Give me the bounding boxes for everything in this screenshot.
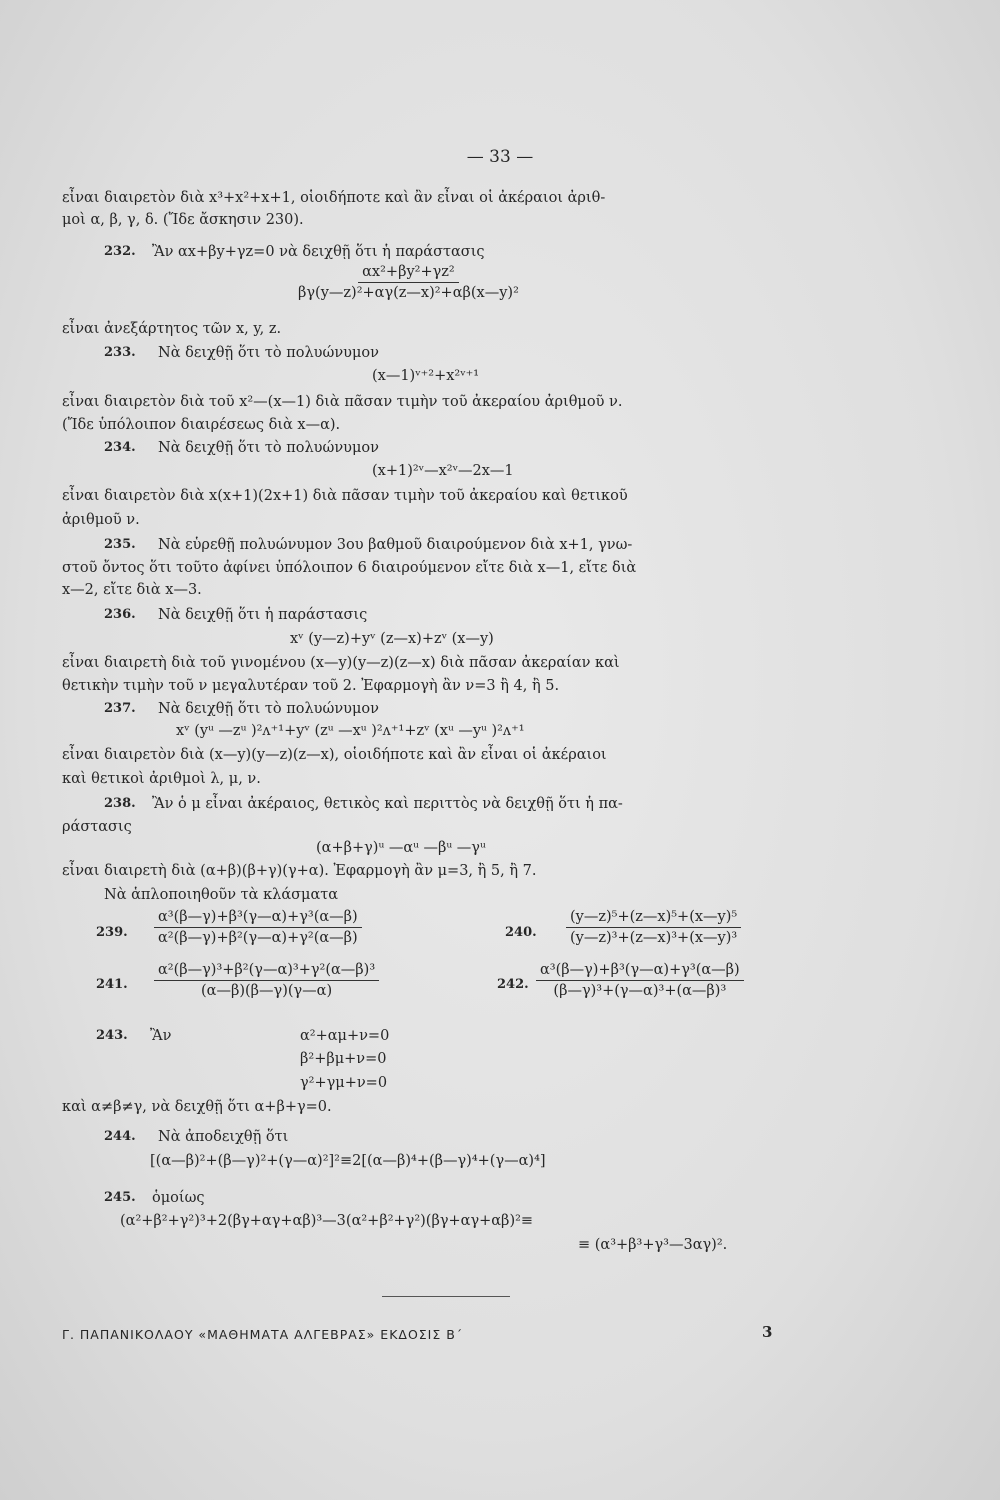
exercise-number: 235. bbox=[104, 537, 136, 552]
text-line: Ἂν αx+βy+γz=0 νὰ δειχθῇ ὅτι ἡ παράστασις bbox=[152, 244, 485, 260]
text-line: Νὰ δειχθῇ ὅτι τὸ πολυώνυμον bbox=[158, 345, 379, 361]
text-line: ἀριθμοῦ ν. bbox=[62, 512, 140, 528]
formula: (x+1)²ᵛ—x²ᵛ—2x—1 bbox=[372, 463, 514, 479]
formula: (α²+β²+γ²)³+2(βγ+αγ+αβ)³—3(α²+β²+γ²)(βγ+αγ+αβ)²≡ bbox=[120, 1213, 534, 1229]
text-line: (Ἴδε ὑπόλοιπον διαιρέσεως διὰ x—α). bbox=[62, 417, 341, 433]
text-line: εἶναι διαιρετὸν διὰ x(x+1)(2x+1) διὰ πᾶσαν τιμὴν τοῦ ἀκεραίου καὶ θετικοῦ bbox=[62, 488, 628, 504]
fraction-numerator: α²(β—γ)³+β²(γ—α)³+γ²(α—β)³ bbox=[154, 962, 379, 981]
fraction-denominator: βγ(y—z)²+αγ(z—x)²+αβ(x—y)² bbox=[298, 285, 519, 301]
formula: xᵛ (yᵘ —zᵘ )²ᴧ⁺¹+yᵛ (zᵘ —xᵘ )²ᴧ⁺¹+zᵛ (xᵘ —yᵘ )²ᴧ⁺¹ bbox=[176, 723, 525, 739]
exercise-number: 244. bbox=[104, 1129, 136, 1144]
exercise-number: 232. bbox=[104, 244, 136, 259]
exercise-number: 234. bbox=[104, 440, 136, 455]
formula: (α+β+γ)ᵘ —αᵘ —βᵘ —γᵘ bbox=[316, 840, 486, 856]
fraction-242 bbox=[536, 962, 744, 999]
text-line: μοὶ α, β, γ, δ. (Ἴδε ἄσκησιν 230). bbox=[62, 212, 304, 228]
text-line: ράστασις bbox=[62, 819, 132, 835]
exercise-number: 236. bbox=[104, 607, 136, 622]
exercise-number: 237. bbox=[104, 701, 136, 716]
exercise-number: 233. bbox=[104, 345, 136, 360]
text-line: εἶναι ἀνεξάρτητος τῶν x, y, z. bbox=[62, 321, 282, 337]
exercise-number: 243. bbox=[96, 1028, 128, 1043]
text-line: εἶναι διαιρετὸν διὰ τοῦ x²—(x—1) διὰ πᾶσαν τιμὴν τοῦ ἀκεραίου ἀριθμοῦ ν. bbox=[62, 394, 623, 410]
fraction-denominator: (β—γ)³+(γ—α)³+(α—β)³ bbox=[553, 983, 727, 999]
fraction-239 bbox=[154, 909, 362, 946]
fraction-numerator: αx²+βy²+γz² bbox=[358, 264, 459, 283]
text-line: θετικὴν τιμὴν τοῦ ν μεγαλυτέραν τοῦ 2. Ἐφαρμογὴ ἂν ν=3 ἢ 4, ἢ 5. bbox=[62, 678, 560, 694]
text-line: Νὰ ἁπλοποιηθοῦν τὰ κλάσματα bbox=[104, 887, 339, 903]
exercise-number: 241. bbox=[96, 977, 128, 992]
text-line: στοῦ ὄντος ὅτι τοῦτο ἀφίνει ὑπόλοιπον 6 διαιρούμενον εἴτε διὰ x—1, εἴτε διὰ bbox=[62, 560, 637, 576]
text-line: Νὰ ἀποδειχθῇ ὅτι bbox=[158, 1129, 289, 1145]
book-footer: Γ. ΠΑΠΑΝΙΚΟΛΑΟΥ «ΜΑΘΗΜΑΤΑ ΑΛΓΕΒΡΑΣ» ΕΚΔΟΣΙΣ Β΄ bbox=[62, 1327, 464, 1342]
fraction-denominator: (α—β)(β—γ)(γ—α) bbox=[201, 983, 333, 999]
exercise-number: 238. bbox=[104, 796, 136, 811]
formula: [(α—β)²+(β—γ)²+(γ—α)²]²≡2[(α—β)⁴+(β—γ)⁴+(γ—α)⁴] bbox=[150, 1153, 546, 1169]
text-line: καὶ α≠β≠γ, νὰ δειχθῇ ὅτι α+β+γ=0. bbox=[62, 1099, 332, 1115]
fraction-232 bbox=[294, 264, 523, 301]
page-number: — 33 — bbox=[466, 147, 534, 167]
text-line: x—2, εἴτε διὰ x—3. bbox=[62, 582, 202, 598]
exercise-number: 240. bbox=[505, 925, 537, 940]
text-line: Ἂν ὁ μ εἶναι ἀκέραιος, θετικὸς καὶ περιττὸς νὰ δειχθῇ ὅτι ἡ πα- bbox=[152, 796, 623, 812]
text-line: Νὰ δειχθῇ ὅτι τὸ πολυώνυμον bbox=[158, 440, 379, 456]
fraction-numerator: α³(β—γ)+β³(γ—α)+γ³(α—β) bbox=[536, 962, 744, 981]
text-line: Νὰ δειχθῇ ὅτι ἡ παράστασις bbox=[158, 607, 368, 623]
formula: γ²+γμ+ν=0 bbox=[300, 1075, 388, 1091]
text-line: καὶ θετικοὶ ἀριθμοὶ λ, μ, ν. bbox=[62, 771, 261, 787]
formula: ≡ (α³+β³+γ³—3αγ)². bbox=[578, 1237, 728, 1253]
exercise-number: 245. bbox=[104, 1190, 136, 1205]
fraction-denominator: α²(β—γ)+β²(γ—α)+γ²(α—β) bbox=[158, 930, 358, 946]
text-line: ὁμοίως bbox=[152, 1190, 205, 1206]
text-line: Νὰ εὑρεθῇ πολυώνυμον 3ου βαθμοῦ διαιρούμενον διὰ x+1, γνω- bbox=[158, 537, 633, 553]
text-line: Νὰ δειχθῇ ὅτι τὸ πολυώνυμον bbox=[158, 701, 379, 717]
text-line: εἶναι διαιρετὴ διὰ τοῦ γινομένου (x—y)(y—z)(z—x) διὰ πᾶσαν ἀκεραίαν καὶ bbox=[62, 655, 620, 671]
fraction-240 bbox=[566, 909, 741, 946]
text-line: εἶναι διαιρετὸν διὰ x³+x²+x+1, οἱοιδήποτε καὶ ἂν εἶναι οἱ ἀκέραιοι ἀριθ- bbox=[62, 190, 606, 206]
formula: xᵛ (y—z)+yᵛ (z—x)+zᵛ (x—y) bbox=[290, 631, 494, 647]
exercise-number: 242. bbox=[497, 977, 529, 992]
fraction-numerator: α³(β—γ)+β³(γ—α)+γ³(α—β) bbox=[154, 909, 362, 928]
formula: (x—1)ᵛ⁺²+x²ᵛ⁺¹ bbox=[372, 368, 480, 384]
formula: α²+αμ+ν=0 bbox=[300, 1028, 390, 1044]
divider bbox=[382, 1296, 510, 1297]
text-line: Ἂν bbox=[150, 1028, 172, 1044]
fraction-numerator: (y—z)⁵+(z—x)⁵+(x—y)⁵ bbox=[566, 909, 741, 928]
fraction-denominator: (y—z)³+(z—x)³+(x—y)³ bbox=[570, 930, 738, 946]
exercise-number: 239. bbox=[96, 925, 128, 940]
text-line: εἶναι διαιρετὸν διὰ (x—y)(y—z)(z—x), οἱοιδήποτε καὶ ἂν εἶναι οἱ ἀκέραιοι bbox=[62, 747, 607, 763]
sheet-number: 3 bbox=[762, 1323, 773, 1341]
text-line: εἶναι διαιρετὴ διὰ (α+β)(β+γ)(γ+α). Ἐφαρμογὴ ἂν μ=3, ἢ 5, ἢ 7. bbox=[62, 863, 537, 879]
fraction-241 bbox=[154, 962, 379, 999]
formula: β²+βμ+ν=0 bbox=[300, 1051, 387, 1067]
